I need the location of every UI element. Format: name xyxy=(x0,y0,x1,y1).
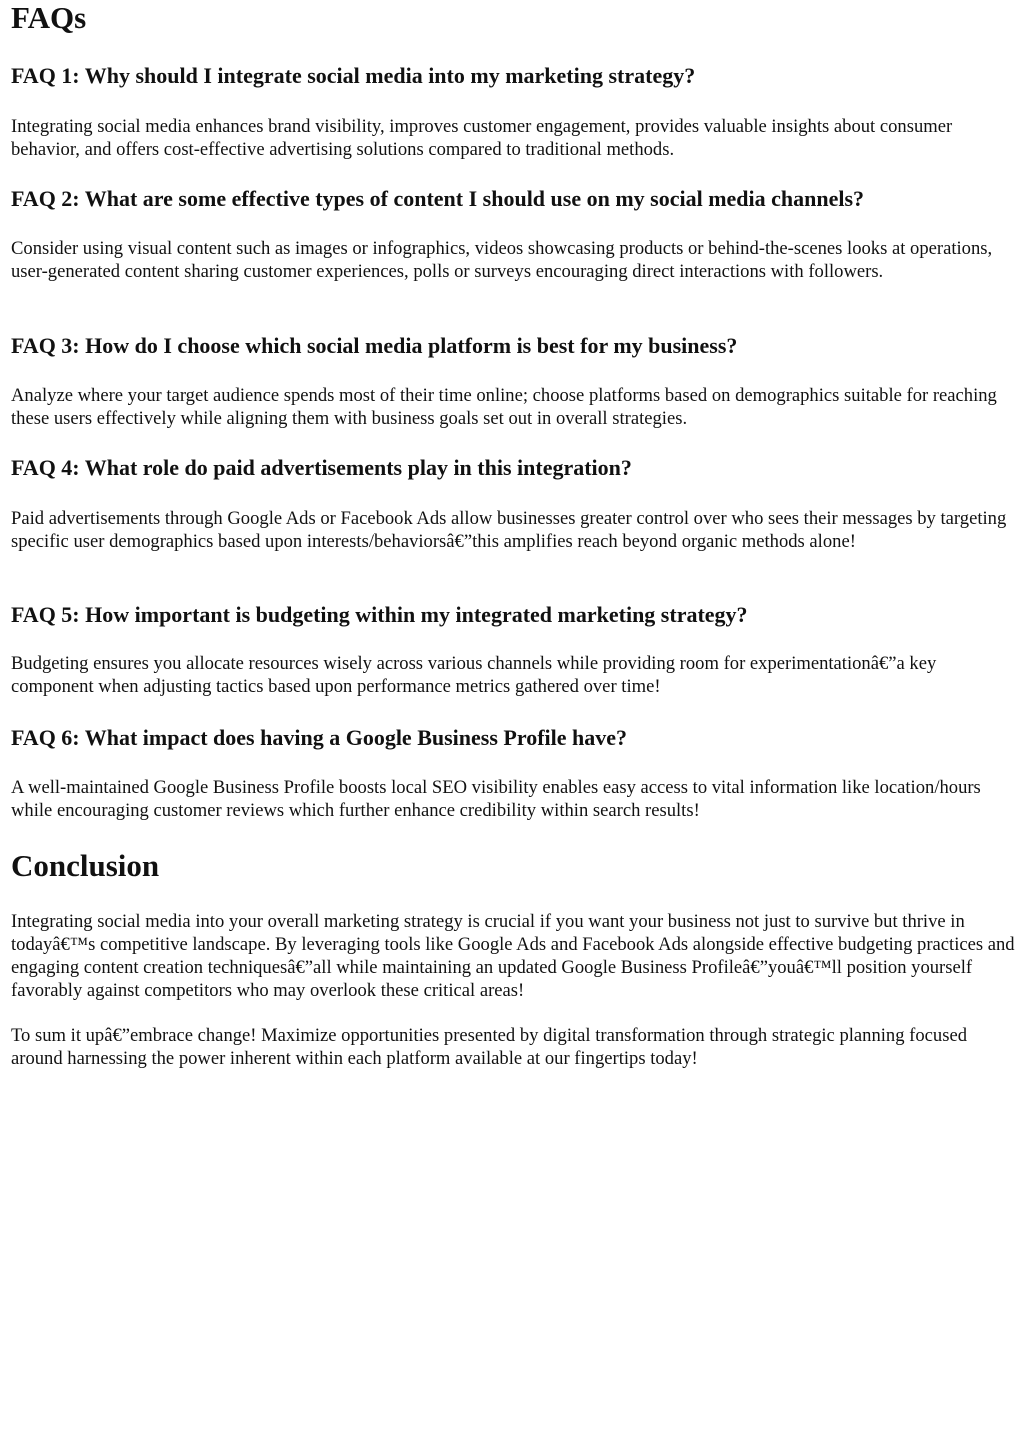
faq-1-question: FAQ 1: Why should I integrate social media into my marketing strategy? xyxy=(11,63,696,88)
conclusion-paragraph-1: Integrating social media into your overall marketing strategy is crucial if you want your business not just to survive but thrive in todayâ€™s competitive landscape. By leveraging tools like Google Ads and Facebook Ads alongside effective budgeting practices and engaging content creation techniquesâ€”all while maintaining an updated Google Business Profileâ€”youâ€™ll position yourself favorably against competitors who may overlook these critical areas! xyxy=(11,911,1015,1001)
faq-2-answer: Consider using visual content such as images or infographics, videos showcasing products or behind-the-scenes looks at operations, user-generated content sharing customer experiences, polls or surveys encouraging direct interactions with followers. xyxy=(11,238,993,282)
faq-6-question: FAQ 6: What impact does having a Google Business Profile have? xyxy=(11,725,628,750)
faq-3-question: FAQ 3: How do I choose which social media platform is best for my business? xyxy=(11,333,738,358)
faq-4-question: FAQ 4: What role do paid advertisements play in this integration? xyxy=(11,455,632,480)
faq-5-answer: Budgeting ensures you allocate resources wisely across various channels while providing room for experimentationâ€”a key component when adjusting tactics based upon performance metrics gathered over time! xyxy=(11,653,937,697)
faq-5-question: FAQ 5: How important is budgeting within my integrated marketing strategy? xyxy=(11,602,748,627)
faq-6-answer: A well-maintained Google Business Profile boosts local SEO visibility enables easy access to vital information like location/hours while encouraging customer reviews which further enhance credibility within search results! xyxy=(11,777,981,821)
faq-3-answer: Analyze where your target audience spends most of their time online; choose platforms based on demographics suitable for reaching these users effectively while aligning them with business goals set out in overall strategies. xyxy=(11,385,997,429)
conclusion-heading: Conclusion xyxy=(11,848,160,883)
faq-1-answer: Integrating social media enhances brand visibility, improves customer engagement, provides valuable insights about consumer behavior, and offers cost-effective advertising solutions compared to traditional methods. xyxy=(11,116,953,160)
faq-4-answer: Paid advertisements through Google Ads or Facebook Ads allow businesses greater control over who sees their messages by targeting specific user demographics based upon interests/behaviorsâ€”this amplifies reach beyond organic methods alone! xyxy=(11,508,1007,552)
conclusion-paragraph-2: To sum it upâ€”embrace change! Maximize opportunities presented by digital transformation through strategic planning focused around harnessing the power inherent within each platform available at our fingertips today! xyxy=(11,1025,967,1069)
faq-2-question: FAQ 2: What are some effective types of content I should use on my social media channels? xyxy=(11,186,865,211)
faqs-heading: FAQs xyxy=(11,0,87,35)
